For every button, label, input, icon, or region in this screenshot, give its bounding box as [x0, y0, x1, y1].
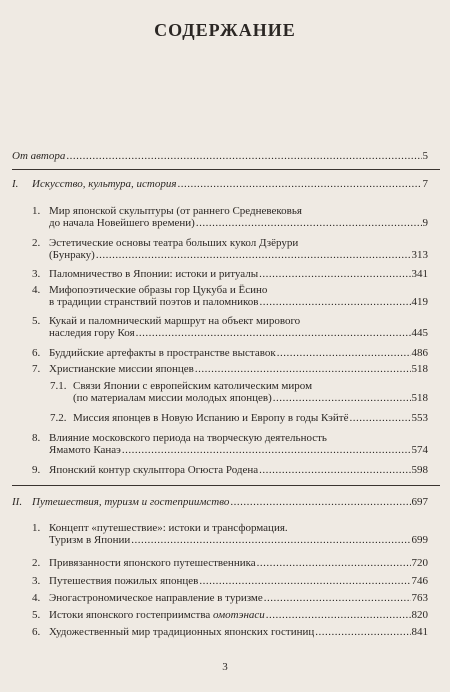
item-number: 3.: [32, 268, 41, 280]
divider: [12, 169, 440, 170]
toc-page-number: 7: [422, 178, 428, 190]
item-text-line: (по материалам миссии молодых японцев): [73, 392, 272, 404]
item-number: 2.: [32, 557, 41, 569]
item-number: 8.: [32, 432, 41, 444]
toc-page-number: 574: [411, 444, 428, 456]
dot-leader: [259, 464, 410, 476]
toc-item: [32, 237, 428, 261]
toc-item: [32, 268, 428, 280]
item-number: 1.: [32, 205, 41, 217]
toc-page-number: 341: [411, 268, 428, 280]
page-number: 3: [222, 661, 228, 673]
item-text-line: Паломничество в Японии: истоки и ритуалы: [49, 268, 259, 280]
item-text-line: Буддийские артефакты в пространстве выставок: [49, 347, 276, 359]
toc-page-number: 445: [411, 327, 428, 339]
dot-leader: [196, 217, 422, 229]
section-label: Путешествия, туризм и гостеприимство: [32, 496, 230, 508]
toc-page-number: 419: [411, 296, 428, 308]
item-number: 5.: [32, 315, 41, 327]
dot-leader: [177, 178, 421, 190]
item-number: 6.: [32, 626, 41, 638]
toc-item: [32, 557, 428, 569]
dot-leader: [131, 534, 410, 546]
toc-page-number: 699: [411, 534, 428, 546]
item-number: 4.: [32, 284, 41, 296]
item-text-line: Эстетические основы театра больших кукол Дзёрури: [49, 237, 299, 249]
toc-item: [32, 347, 428, 359]
item-text-line: в традиции странствий поэтов и паломников: [49, 296, 259, 308]
toc-page-number: 9: [422, 217, 428, 229]
dot-leader: [136, 327, 411, 339]
section-label: Искусство, культура, история: [32, 178, 177, 190]
dot-leader: [266, 609, 411, 621]
toc-item: [32, 284, 428, 308]
toc-section-2: [12, 496, 428, 508]
toc-item: [32, 575, 428, 587]
item-number: 6.: [32, 347, 41, 359]
toc-page-number: 746: [411, 575, 428, 587]
dot-leader: [195, 363, 411, 375]
section-number: I.: [12, 178, 19, 190]
toc-page-number: 5: [422, 150, 428, 162]
item-number: 5.: [32, 609, 41, 621]
toc-subitem: [50, 380, 428, 404]
toc-item: [32, 626, 428, 638]
item-number: 7.1.: [50, 380, 67, 392]
toc-item: [32, 592, 428, 604]
item-text: Истоки японского гостеприимства: [49, 609, 211, 621]
divider: [12, 485, 440, 486]
dot-leader: [66, 150, 421, 162]
item-text-line: Эногастрономическое направление в туризме: [49, 592, 263, 604]
toc-page-number: 697: [411, 496, 428, 508]
toc-item: [32, 464, 428, 476]
dot-leader: [260, 296, 411, 308]
dot-leader: [96, 249, 411, 261]
toc-item: [32, 522, 428, 546]
item-number: 9.: [32, 464, 41, 476]
page-title: СОДЕРЖАНИЕ: [154, 20, 296, 40]
item-text-line: Христианские миссии японцев: [49, 363, 194, 375]
item-text-line: Ямамото Канаэ: [49, 444, 121, 456]
item-number: 7.: [32, 363, 41, 375]
toc-page-number: 598: [411, 464, 428, 476]
item-number: 3.: [32, 575, 41, 587]
dot-leader: [277, 347, 411, 359]
toc-page-number: 486: [411, 347, 428, 359]
item-text-line: Связи Японии с европейским католическим миром: [73, 380, 313, 392]
dot-leader: [264, 592, 411, 604]
item-text-line: [49, 609, 265, 621]
item-number: 2.: [32, 237, 41, 249]
dot-leader: [349, 412, 410, 424]
item-text-line: Мифопоэтические образы гор Цукуба и Ёсино: [49, 284, 268, 296]
item-text-line: Концепт «путешествие»: истоки и трансформация.: [49, 522, 288, 534]
toc-page-number: 313: [411, 249, 428, 261]
toc-item: [32, 315, 428, 339]
toc-entry-intro: [12, 150, 428, 162]
item-text-line: Туризм в Японии: [49, 534, 131, 546]
item-text-line: Японский контур скульптора Огюста Родена: [49, 464, 259, 476]
dot-leader: [273, 392, 411, 404]
item-number: 1.: [32, 522, 41, 534]
toc-page-number: 518: [411, 363, 428, 375]
item-number: 7.2.: [50, 412, 67, 424]
item-text-line: Влияние московского периода на творческую деятельность: [49, 432, 327, 444]
item-text-line: Путешествия пожилых японцев: [49, 575, 199, 587]
dot-leader: [199, 575, 410, 587]
dot-leader: [259, 268, 410, 280]
toc-page-number: 841: [411, 626, 428, 638]
item-text-line: наследия гору Коя: [49, 327, 135, 339]
toc-page-number: 518: [411, 392, 428, 404]
item-text-line: (Бунраку): [49, 249, 95, 261]
section-number: II.: [12, 496, 23, 508]
item-text-line: Мир японской скульптуры (от раннего Средневековья: [49, 205, 302, 217]
toc-entry-label: От автора: [12, 150, 66, 162]
item-number: 4.: [32, 592, 41, 604]
toc-page-number: 820: [411, 609, 428, 621]
item-text-emphasis: омотэнаси: [213, 609, 265, 621]
dot-leader: [257, 557, 411, 569]
toc-page-number: 720: [411, 557, 428, 569]
toc-page-number: 763: [411, 592, 428, 604]
item-text-line: Миссия японцев в Новую Испанию и Европу в годы Кэйтё: [73, 412, 349, 424]
toc-page-number: 553: [411, 412, 428, 424]
toc-section-1: [12, 178, 428, 190]
toc-item: [32, 432, 428, 456]
dot-leader: [122, 444, 411, 456]
item-text-line: Художественный мир традиционных японских гостиниц: [49, 626, 315, 638]
toc-item: [32, 609, 428, 621]
toc-item: [32, 363, 428, 375]
dot-leader: [230, 496, 410, 508]
dot-leader: [315, 626, 410, 638]
item-text-line: до начала Новейшего времени): [49, 217, 195, 229]
toc-subitem: [50, 412, 428, 424]
toc-item: [32, 205, 428, 229]
item-text-line: Привязанности японского путешественника: [49, 557, 256, 569]
item-text-line: Кукай и паломнический маршрут на объект мирового: [49, 315, 301, 327]
